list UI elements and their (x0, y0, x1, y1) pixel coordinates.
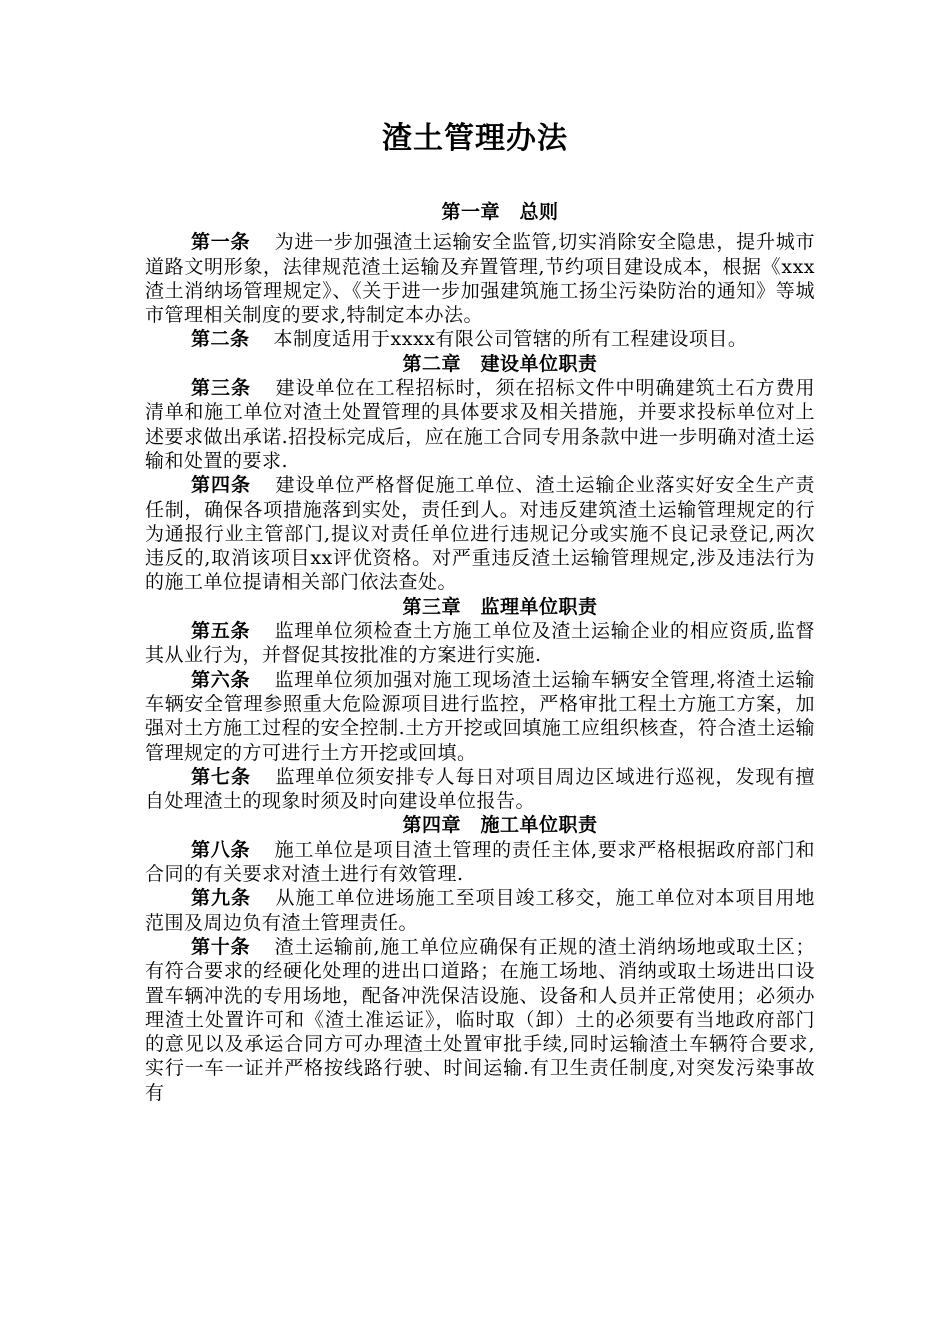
article (145, 886, 815, 935)
article-number: 第四条 (191, 474, 251, 497)
article-number: 第二条 (191, 328, 250, 351)
article-text: 施工单位是项目渣土管理的责任主体,要求严格根据政府部门和合同的有关要求对渣土进行有效管理. (145, 838, 815, 886)
article-number: 第五条 (191, 620, 251, 643)
article (145, 619, 815, 668)
article-text: 建设单位严格督促施工单位、渣土运输企业落实好安全生产责任制，确保各项措施落到实处，责任到人。对违反建筑渣土运输管理规定的行为通报行业主管部门,提议对责任单位进行违规记分或实施不良记录登记,两次违反的,取消该项目xx评优资格。对严重违反渣土运输管理规定,涉及违法行为的施工单位提请相关部门依法查处。 (145, 474, 815, 594)
article-text: 建设单位在工程招标时，须在招标文件中明确建筑土石方费用清单和施工单位对渣土处置管理的具体要求及相关措施，并要求投标单位对上述要求做出承诺.招投标完成后，应在施工合同专用条款中进一步明确对渣土运输和处置的要求. (145, 377, 815, 472)
article-text: 本制度适用于xxxx有限公司管辖的所有工程建设项目。 (273, 328, 748, 351)
article-number: 第十条 (191, 935, 251, 958)
article-number: 第六条 (191, 668, 251, 691)
article (145, 838, 815, 887)
chapter-heading: 第二章 建设单位职责 (402, 352, 598, 375)
article-text: 从施工单位进场施工至项目竣工移交，施工单位对本项目用地范围及周边负有渣土管理责任。 (145, 887, 815, 934)
article-number: 第七条 (191, 765, 251, 788)
article-number: 第八条 (191, 838, 251, 861)
article-number: 第三条 (191, 377, 251, 400)
article (145, 765, 815, 814)
article-text: 监理单位须检查土方施工单位及渣土运输企业的相应资质,监督其从业行为，并督促其按批准的方案进行实施. (145, 620, 815, 667)
article (145, 473, 815, 594)
article-number: 第九条 (191, 887, 251, 910)
article-text: 监理单位须安排专人每日对项目周边区域进行巡视，发现有擅自处理渣土的现象时须及时向建设单位报告。 (145, 765, 815, 813)
document-body (145, 200, 815, 1105)
article-text: 为进一步加强渣土运输安全监管,切实消除安全隐患，提升城市道路文明形象，法律规范渣土运输及弃置管理,节约项目建设成本，根据《xxx渣土消纳场管理规定》、《关于进一步加强建筑施工扬尘污染防治的通知》等城市管理相关制度的要求,特制定本办法。 (145, 231, 815, 327)
article (145, 935, 815, 1105)
article (145, 668, 815, 765)
chapter-heading: 第四章 施工单位职责 (402, 814, 598, 837)
article (145, 230, 815, 327)
article-number: 第一条 (191, 231, 251, 254)
chapter-heading: 第一章 总则 (441, 201, 559, 223)
article (145, 327, 815, 351)
article-text: 渣土运输前,施工单位应确保有正规的渣土消纳场地或取土区；有符合要求的经硬化处理的进出口道路；在施工场地、消纳或取土场进出口设置车辆冲洗的专用场地，配备冲洗保洁设施、设备和人员并正常使用；必须办理渣土处置许可和《渣土准运证》，临时取（卸）土的必须要有当地政府部门的意见以及承运合同方可办理渣土处置审批手续,同时运输渣土车辆符合要求,实行一车一证并严格按线路行驶、时间运输.有卫生责任制度,对突发污染事故有 (145, 935, 815, 1104)
article-text: 监理单位须加强对施工现场渣土运输车辆安全管理,将渣土运输车辆安全管理参照重大危险源项目进行监控，严格审批工程土方施工方案，加强对土方施工过程的安全控制.土方开挖或回填施工应组织核查，符合渣土运输管理规定的方可进行土方开挖或回填。 (145, 668, 815, 764)
chapter-heading: 第三章 监理单位职责 (402, 595, 598, 618)
article (145, 376, 815, 473)
document-title: 渣土管理办法 (382, 121, 568, 156)
